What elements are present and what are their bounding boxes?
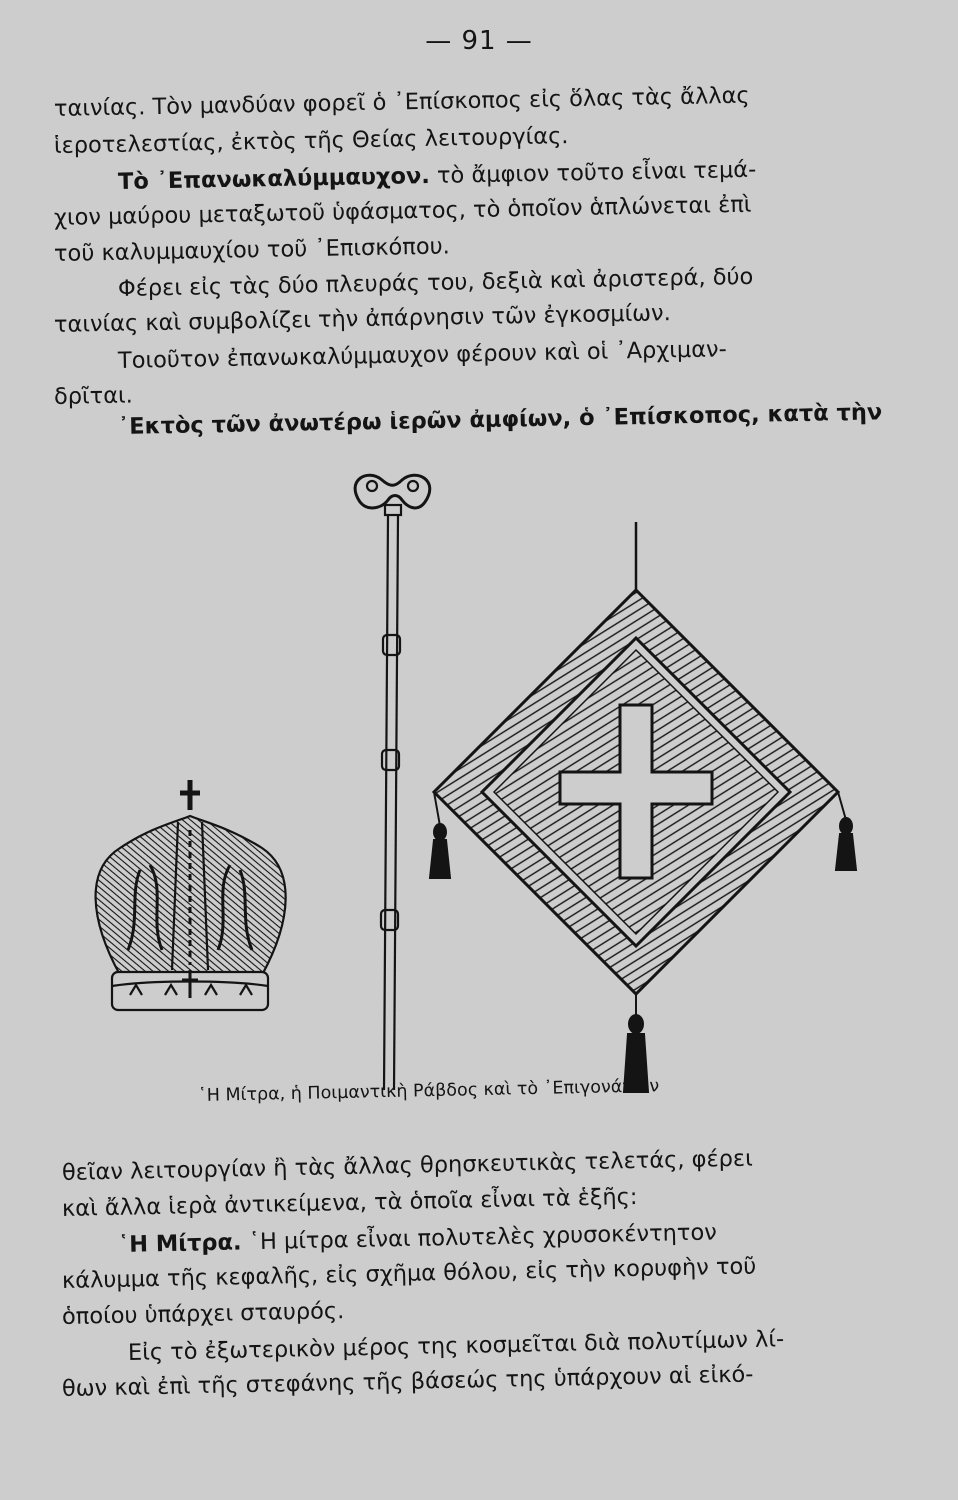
text-line: δρῖται. — [53, 382, 134, 410]
staff-serpent-head — [355, 475, 430, 508]
text-line: κάλυμμα τῆς κεφαλῆς, εἰς σχῆμα θόλου, εἰς τὴν κορυφὴν τοῦ — [61, 1253, 757, 1294]
text-line: θων καὶ ἐπὶ τῆς στεφάνης τῆς βάσεώς της ὑπάρχουν αἱ εἰκό- — [61, 1361, 754, 1402]
page-number: — 91 — — [425, 26, 533, 56]
text-line: Φέρει εἰς τὰς δύο πλευράς του, δεξιὰ καὶ ἀριστερά, δύο — [117, 263, 754, 302]
text-line: Εἰς τὸ ἐξωτερικὸν μέρος της κοσμεῖται διὰ πολυτίμων λί- — [127, 1326, 785, 1366]
epigonation-drawing — [430, 522, 856, 1092]
text-line: Τοιοῦτον ἐπανωκαλύμμαυχον φέρουν καὶ οἱ ᾽Αρχιμαν- — [117, 336, 727, 374]
mitre-cross — [180, 780, 200, 810]
section-heading-epanokalymmavchon: Τὸ ᾽Επανωκαλύμμαυχον. — [117, 163, 431, 195]
text-line-fragment: ῾Η μίτρα εἶναι πολυτελὲς χρυσοκέντητον — [248, 1219, 718, 1256]
text-line: ὁποίου ὑπάρχει σταυρός. — [61, 1298, 345, 1330]
text-line: ᾽Εκτὸς τῶν ἀνωτέρω ἱερῶν ἀμφίων, ὁ ᾽Επίσκοπος, κατὰ τὴν — [117, 399, 883, 440]
tassel-right — [836, 792, 856, 870]
text-line: ταινίας καὶ συμβολίζει τὴν ἀπάρνησιν τῶν ἐγκοσμίων. — [53, 300, 671, 338]
text-line-fragment: τὸ ἄμφιον τοῦτο εἶναι τεμά- — [436, 156, 757, 189]
text-line — [118, 1219, 717, 1258]
mitre-drawing — [96, 780, 286, 1010]
text-line: τοῦ καλυμμαυχίου τοῦ ᾽Επισκόπου. — [53, 233, 451, 267]
text-line: ταινίας. Τὸν μανδύαν φορεῖ ὁ ᾽Επίσκοπος εἰς ὅλας τὰς ἄλλας — [53, 82, 750, 122]
illustration-mitre-staff-epigonation — [0, 450, 958, 1110]
pastoral-staff-drawing — [355, 475, 430, 1090]
text-line: χιον μαύρου μεταξωτοῦ ὑφάσματος, τὸ ὁποῖον ἁπλώνεται ἐπὶ — [53, 191, 752, 231]
text-line: ἱεροτελεστίας, ἐκτὸς τῆς Θείας λειτουργίας. — [53, 123, 569, 159]
text-line — [118, 157, 757, 195]
figure-caption: ῾Η Μίτρα, ἡ Ποιμαντικὴ Ράβδος καὶ τὸ ᾽Επιγονάτιον — [197, 1076, 660, 1106]
section-heading-mitra: ῾Η Μίτρα. — [117, 1229, 242, 1258]
text-line: καὶ ἄλλα ἱερὰ ἀντικείμενα, τὰ ὁποῖα εἶναι τὰ ἑξῆς: — [61, 1183, 638, 1222]
text-line: θεῖαν λειτουργίαν ἢ τὰς ἄλλας θρησκευτικὰς τελετάς, φέρει — [61, 1145, 753, 1186]
